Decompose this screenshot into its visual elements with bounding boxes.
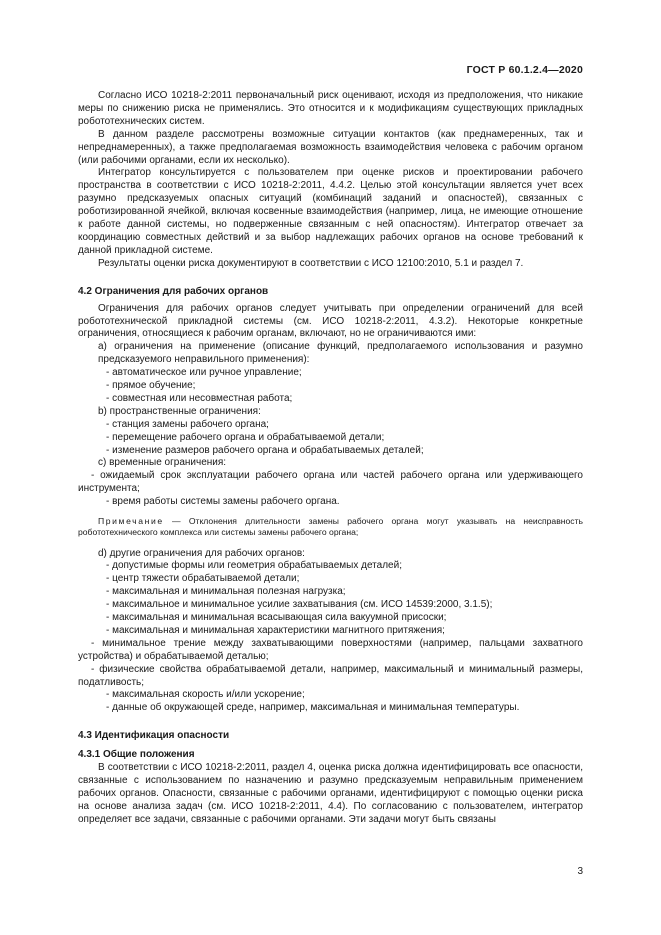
section-4-3-1-heading: 4.3.1 Общие положения — [78, 749, 195, 761]
list-d-item: - максимальное и минимальное усилие захватывания (см. ИСО 14539:2000, 3.1.5); — [106, 599, 493, 611]
intro-paragraph-4: Результаты оценки риска документируют в соответствии с ИСО 12100:2010, 5.1 и раздел 7. — [98, 257, 524, 269]
note-label: Примечание — [98, 516, 164, 527]
list-d-item: - максимальная и минимальная полезная нагрузка; — [106, 586, 346, 598]
intro-paragraph-1: Согласно ИСО 10218-2:2011 первоначальный риск оценивают, исходя из предположения, что никакие меры по снижению риска не применялись. Это относится и к модификациям существующих прикладных робототехнических систем. — [78, 90, 583, 127]
list-b-item: - изменение размеров рабочего органа и обрабатываемых деталей; — [106, 444, 424, 456]
intro-paragraph-3: Интегратор консультируется с пользователем при оценке рисков и проектировании рабочего пространства в соответствии с ИСО 10218-2:2011, 4.4.2. Целью этой консультации является учет всех разумно предсказуемых опасных ситуаций (комбинаций заданий и опасностей), связанных с роботизированной ячейкой, включая косвенные взаимодействия (например, лица, не имеющие отношение к работе данной системы, но подверженные связанным с ней опасностям). Интегратор отвечает за координацию совместных действий и за выбор надлежащих рабочих органов на основе требований к данной прикладной системе. — [78, 167, 583, 256]
list-d-item: - максимальная и минимальная характеристики магнитного притяжения; — [106, 624, 445, 636]
list-d-item: - данные об окружающей среде, например, максимальная и минимальная температуры. — [106, 702, 520, 714]
section-4-3-1-text: В соответствии с ИСО 10218-2:2011, раздел 4, оценка риска должна идентифицировать все опасности, связанные с использованием по назначению и разумно предсказуемым неправильным применением рабочих органов. Опасности, связанные с рабочими органами, идентифицируют с помощью оценки риска на основе анализа задач (см. ИСО 10218-2:2011, 4.4). По согласованию с пользователем, интегратор определяет все задачи, связанные с рабочими органами. Эти задачи могут быть связаны — [78, 762, 583, 825]
section-4-3-heading: 4.3 Идентификация опасности — [78, 730, 230, 742]
page-number: 3 — [577, 866, 583, 877]
list-b-item: - станция замены рабочего органа; — [106, 418, 269, 430]
intro-paragraph-2: В данном разделе рассмотрены возможные ситуации контактов (как преднамеренных, так и непреднамеренных), а также предполагаемая возможность взаимодействия человека с рабочим органом (или рабочими органами, если их несколько). — [78, 128, 583, 166]
note-text: — Отклонения длительности замены рабочего органа могут указывать на неисправность робототехнического комплекса или системы замены рабочего органа; — [78, 516, 583, 538]
standard-code-header: ГОСТ Р 60.1.2.4—2020 — [466, 64, 583, 76]
list-c-item: - время работы системы замены рабочего органа. — [106, 496, 340, 508]
list-a-item: - прямое обучение; — [106, 380, 196, 392]
list-a-item: - автоматическое или ручное управление; — [106, 367, 302, 379]
list-c-item-wrapped: - ожидаемый срок эксплуатации рабочего органа или частей рабочего органа или удерживающего инструмента; — [78, 470, 583, 495]
list-d-item-wrapped: - минимальное трение между захватывающими поверхностями (например, пальцами захватного устройства) и обрабатываемой деталью; — [78, 637, 583, 662]
list-d-item: - максимальная и минимальная всасывающая сила вакуумной присоски; — [106, 612, 447, 624]
note — [78, 516, 583, 538]
list-d-item: - максимальная скорость и/или ускорение; — [106, 689, 305, 701]
list-d-item: - центр тяжести обрабатываемой детали; — [106, 573, 300, 585]
list-d-label: d) другие ограничения для рабочих органов: — [98, 547, 305, 559]
list-c-label: c) временные ограничения: — [98, 457, 227, 469]
list-b-label: b) пространственные ограничения: — [98, 405, 261, 417]
list-d-item: - допустимые формы или геометрия обрабатываемых деталей; — [106, 560, 402, 572]
list-a-label: a) ограничения на применение (описание функций, предполагаемого использования и разумно предсказуемого неправильного применения): — [98, 341, 583, 366]
list-b-item: - перемещение рабочего органа и обрабатываемой детали; — [106, 431, 385, 443]
list-d-item-wrapped: - физические свойства обрабатываемой детали, например, максимальный и минимальный размеры, податливость; — [78, 663, 583, 688]
section-4-2-heading: 4.2 Ограничения для рабочих органов — [78, 285, 269, 297]
section-4-2-intro: Ограничения для рабочих органов следует учитывать при определении ограничений для всей робототехнической прикладной системы (см. ИСО 10218-2:2011, 4.3.2). Некоторые конкретные ограничения, относящиеся к рабочим органам, включают, но не ограничиваются ими: — [78, 302, 583, 340]
list-a-item: - совместная или несовместная работа; — [106, 392, 293, 404]
page-content — [78, 90, 583, 827]
